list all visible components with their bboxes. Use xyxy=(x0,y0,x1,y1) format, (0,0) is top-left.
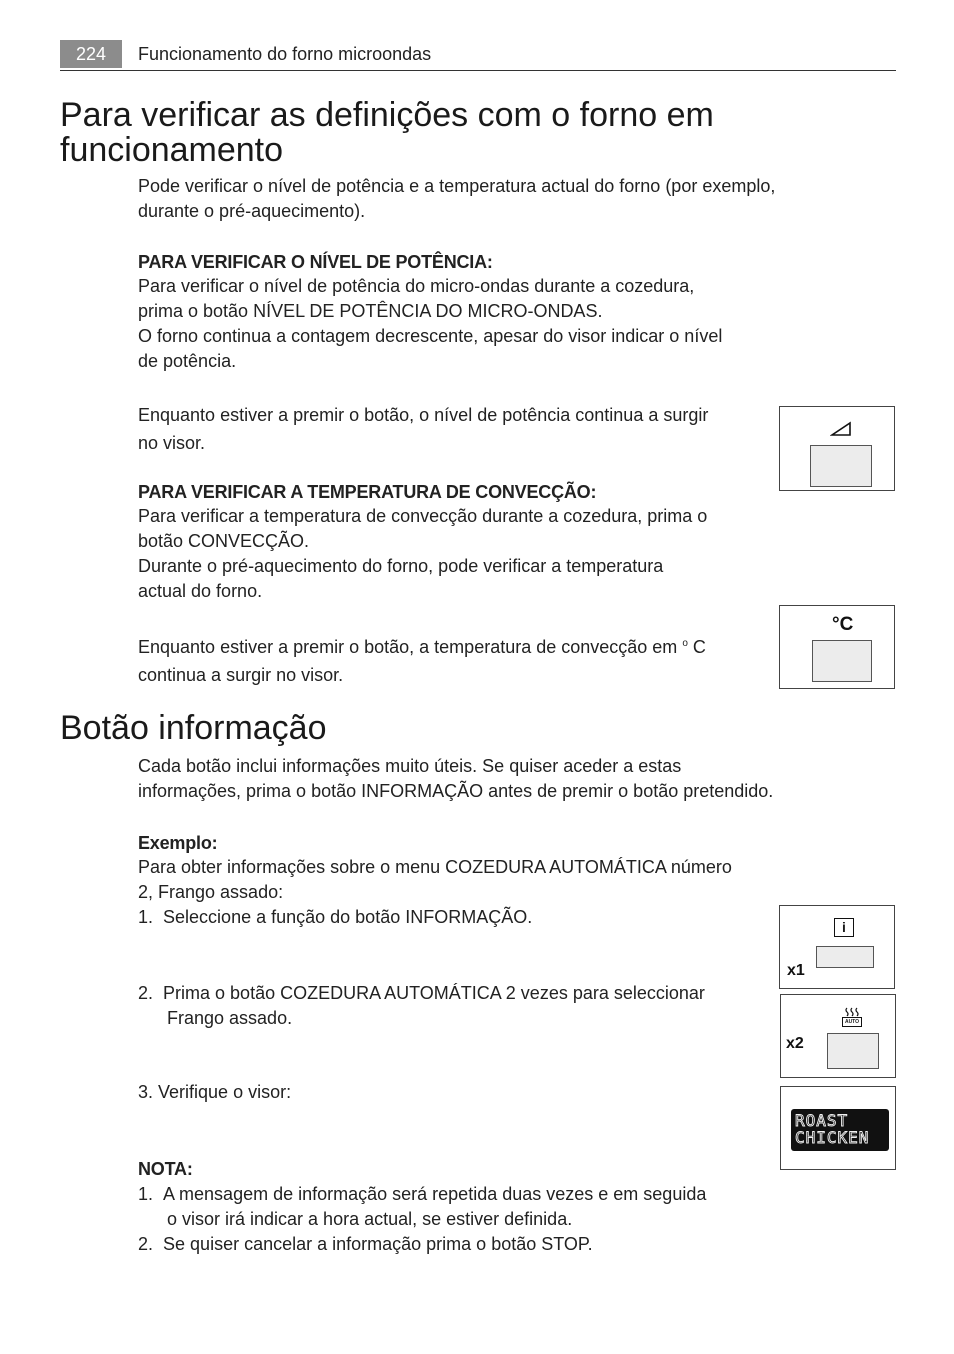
header-title: Funcionamento do forno microondas xyxy=(138,44,432,64)
convection-subheading: PARA VERIFICAR A TEMPERATURA DE CONVECÇÃO: xyxy=(138,482,597,502)
step-text: Seleccione a função do botão INFORMAÇÃO. xyxy=(163,907,533,927)
section1-heading-line1: Para verificar as definições com o forno em xyxy=(60,96,714,134)
convection-line: continua a surgir no visor. xyxy=(138,665,344,685)
power-line: O forno continua a contagem decrescente, apesar do visor indicar o nível xyxy=(138,326,723,346)
convection-button-panel xyxy=(779,605,895,689)
power-note xyxy=(138,401,708,457)
example-line: 2, Frango assado: xyxy=(138,882,284,902)
step-number: 1. xyxy=(138,907,154,927)
display-line-1: ROAST xyxy=(795,1111,849,1130)
intro-line: Pode verificar o nível de potência e a temperatura actual do forno (por exemplo, xyxy=(138,176,776,196)
auto-cook-icon xyxy=(842,1007,862,1027)
note-text: o visor irá indicar a hora actual, se estiver definida. xyxy=(167,1209,573,1229)
info-icon: i xyxy=(834,918,854,937)
intro-line: Cada botão inclui informações muito úteis. Se quiser aceder a estas xyxy=(138,756,682,776)
convection-line: Durante o pré-aquecimento do forno, pode verificar a temperatura xyxy=(138,556,664,576)
power-subheading: PARA VERIFICAR O NÍVEL DE POTÊNCIA: xyxy=(138,252,493,272)
note-number: 1. xyxy=(138,1184,154,1204)
example-paragraph xyxy=(138,855,732,905)
convection-line: Enquanto estiver a premir o botão, a temperatura de convecção em xyxy=(138,637,683,657)
info-button[interactable] xyxy=(816,946,874,968)
note-number: 2. xyxy=(138,1234,154,1254)
power-level-button[interactable] xyxy=(810,445,872,487)
section1-heading xyxy=(60,98,714,168)
convection-line: botão CONVECÇÃO. xyxy=(138,531,310,551)
example-line: Para obter informações sobre o menu COZEDURA AUTOMÁTICA número xyxy=(138,857,732,877)
press-count-x1: x1 xyxy=(787,962,805,979)
power-level-icon xyxy=(830,421,852,437)
step-1 xyxy=(138,905,532,930)
display-panel xyxy=(780,1086,896,1170)
convection-line: Para verificar a temperatura de convecção durante a cozedura, prima o xyxy=(138,506,708,526)
note-label: NOTA: xyxy=(138,1159,193,1179)
section2-intro xyxy=(138,754,773,804)
page-header xyxy=(60,40,896,71)
step-number: 2. xyxy=(138,983,154,1003)
info-button-panel xyxy=(779,905,895,989)
intro-line: informações, prima o botão INFORMAÇÃO antes de premir o botão pretendido. xyxy=(138,781,774,801)
step-2 xyxy=(138,981,705,1031)
section1-heading-line2: funcionamento xyxy=(60,131,284,169)
power-paragraph xyxy=(138,274,722,374)
step-3: 3. Verifique o visor: xyxy=(138,1082,292,1102)
page-number: 224 xyxy=(60,40,122,68)
note-1 xyxy=(138,1182,706,1232)
display-line-2: CHICKEN xyxy=(795,1128,870,1147)
power-line: prima o botão NÍVEL DE POTÊNCIA DO MICRO-ONDAS. xyxy=(138,301,603,321)
convection-button[interactable] xyxy=(812,640,872,682)
note-text: Se quiser cancelar a informação prima o botão STOP. xyxy=(163,1234,593,1254)
section1-intro xyxy=(138,174,775,224)
section2-heading: Botão informação xyxy=(60,709,327,747)
intro-line: durante o pré-aquecimento). xyxy=(138,201,366,221)
power-line: no visor. xyxy=(138,433,206,453)
step-text: Prima o botão COZEDURA AUTOMÁTICA 2 vezes para seleccionar xyxy=(163,983,705,1003)
step-text: Frango assado. xyxy=(167,1008,293,1028)
press-count-x2: x2 xyxy=(786,1035,804,1052)
power-line: de potência. xyxy=(138,351,237,371)
celsius-icon: °C xyxy=(832,614,854,635)
note-text: A mensagem de informação será repetida duas vezes e em seguida xyxy=(163,1184,707,1204)
convection-line: actual do forno. xyxy=(138,581,263,601)
lcd-display xyxy=(791,1109,889,1151)
steam-icon xyxy=(842,1007,862,1017)
power-line: Para verificar o nível de potência do micro-ondas durante a cozedura, xyxy=(138,276,695,296)
auto-label: AUTO xyxy=(842,1017,862,1027)
power-line: Enquanto estiver a premir o botão, o nível de potência continua a surgir xyxy=(138,405,709,425)
convection-note xyxy=(138,630,706,689)
degree-superscript: o xyxy=(682,638,688,649)
power-level-button-panel xyxy=(779,406,895,491)
convection-paragraph xyxy=(138,504,707,604)
auto-cook-button[interactable] xyxy=(827,1033,879,1069)
auto-cook-button-panel xyxy=(780,994,896,1078)
convection-line: C xyxy=(687,637,706,657)
example-label: Exemplo: xyxy=(138,833,218,853)
note-2 xyxy=(138,1232,593,1257)
